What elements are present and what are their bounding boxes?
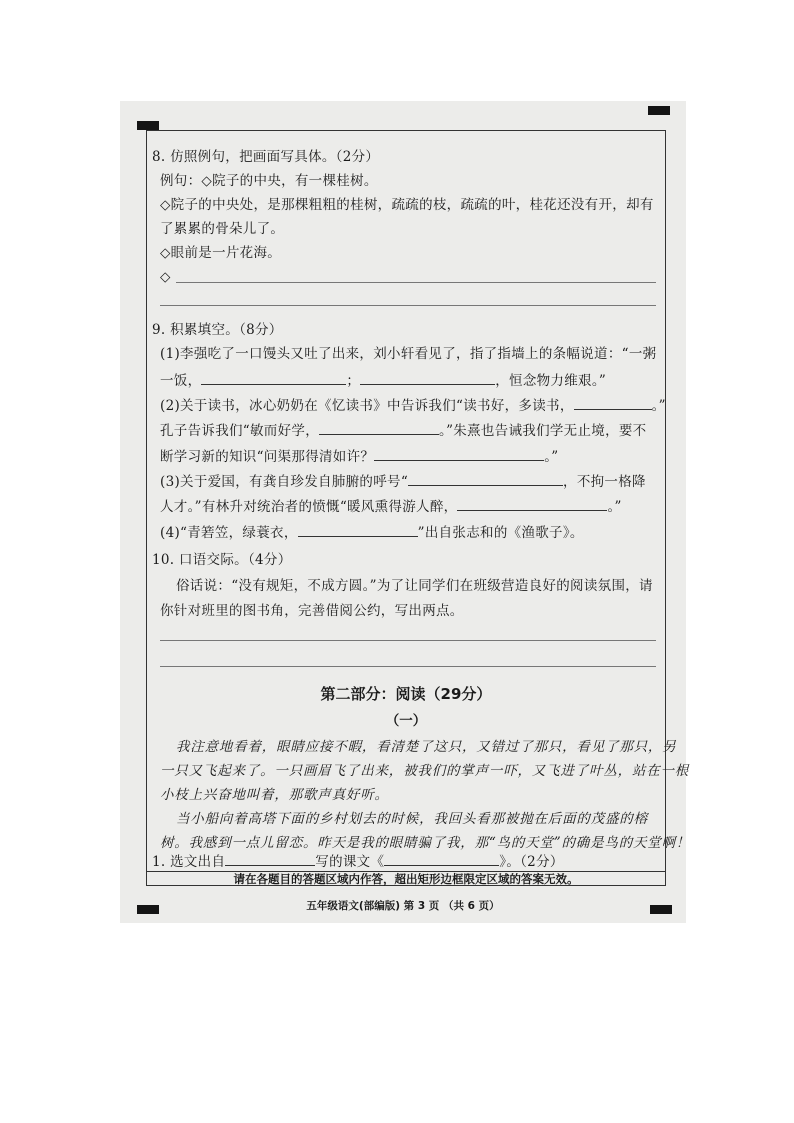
q9-part2-line3 xyxy=(160,446,558,467)
part2-title: 第二部分：阅读（29分） xyxy=(320,685,492,703)
q9-part4-text-b: ”出自张志和的《渔歌子》。 xyxy=(417,525,584,541)
reading-q1-text-a: 1. 选文出自 xyxy=(152,854,226,870)
reading-q1 xyxy=(152,851,564,872)
q9-part3-text-a: (3)关于爱国，有龚自珍发自肺腑的呼号“ xyxy=(160,474,409,490)
q9-part1-line1: (1)李强吃了一口馒头又吐了出来，刘小轩看见了，指了指墙上的条幅说道：“一粥 xyxy=(160,346,657,362)
q10-line1: 俗话说：“没有规矩，不成方圆。”为了让同学们在班级营造良好的阅读氛围，请 xyxy=(176,578,653,594)
reading-q1-title-blank[interactable] xyxy=(384,851,499,866)
q9-part2-line2 xyxy=(160,420,646,441)
q9-part1-text-a: 一饭， xyxy=(160,373,202,389)
reading-q1-author-blank[interactable] xyxy=(225,851,315,866)
passage-line-3: 小枝上兴奋地叫着，那歌声真好听。 xyxy=(160,787,389,803)
page-footer: 五年级语文(部编版) 第 3 页 （共 6 页） xyxy=(306,900,500,912)
q9-part3-text-d: 。” xyxy=(607,499,622,515)
q9-part2-line1 xyxy=(160,395,666,416)
q9-part2-text-b: 。” xyxy=(651,398,666,414)
q9-blank-4[interactable] xyxy=(319,420,439,435)
q9-part1-text-c: ，恒念物力维艰。” xyxy=(495,373,607,389)
q9-part3-line1 xyxy=(160,471,646,492)
q9-blank-5[interactable] xyxy=(374,446,544,461)
passage-line-4: 当小船向着高塔下面的乡村划去的时候，我回头看那被抛在后面的茂盛的榕 xyxy=(176,811,648,827)
q9-part1-line2 xyxy=(160,370,606,391)
q9-part2-text-a: (2)关于读书，冰心奶奶在《忆读书》中告诉我们“读书好，多读书， xyxy=(160,398,574,414)
registration-mark-top-left xyxy=(137,121,159,130)
q10-title: 10. 口语交际。（4分） xyxy=(152,552,292,568)
answer-area-notice: 请在各题目的答题区域内作答，超出矩形边框限定区域的答案无效。 xyxy=(146,871,666,887)
registration-mark-top-right xyxy=(648,106,670,115)
reading-q1-text-c: 》。（2分） xyxy=(499,854,564,870)
q9-part2-text-e: 断学习新的知识“问渠那得清如许？ xyxy=(160,449,375,465)
q8-answer-marker: ◇ xyxy=(160,269,171,285)
q8-title: 8. 仿照例句，把画面写具体。（2分） xyxy=(152,149,380,165)
q9-part2-text-c: 孔子告诉我们“敏而好学， xyxy=(160,423,320,439)
q9-part3-line2 xyxy=(160,496,622,517)
q9-blank-1[interactable] xyxy=(201,370,346,385)
q9-part2-text-f: 。” xyxy=(544,449,559,465)
q10-line2: 你针对班里的图书角，完善借阅公约，写出两点。 xyxy=(160,603,464,619)
q9-part1-text-b: ； xyxy=(346,373,361,389)
q9-blank-3[interactable] xyxy=(574,395,652,410)
q9-blank-6[interactable] xyxy=(408,471,563,486)
q8-answer-line-2[interactable] xyxy=(160,305,656,306)
q9-blank-2[interactable] xyxy=(360,370,495,385)
passage-line-5: 树。我感到一点儿留恋。昨天是我的眼睛骗了我，那“鸟的天堂”的确是鸟的天堂啊！ xyxy=(160,835,691,851)
q9-blank-7[interactable] xyxy=(457,496,607,511)
q8-example-answer-2: 了累累的骨朵儿了。 xyxy=(160,221,285,237)
q9-part3-text-c: 人才。”有林升对统治者的愤慨“暖风熏得游人醉， xyxy=(160,499,458,515)
q9-title: 9. 积累填空。（8分） xyxy=(152,322,283,338)
reading-q1-text-b: 写的课文《 xyxy=(315,854,385,870)
q8-example-answer-1: ◇院子的中央处，是那棵粗粗的桂树，疏疏的枝，疏疏的叶，桂花还没有开，却有 xyxy=(160,197,654,213)
reading-section-title: （一） xyxy=(385,713,427,729)
q8-answer-line-1[interactable] xyxy=(176,282,656,283)
passage-line-1: 我注意地看着，眼睛应接不暇，看清楚了这只，又错过了那只，看见了那只，另 xyxy=(176,739,677,755)
passage-line-2: 一只又飞起来了。一只画眉飞了出来，被我们的掌声一吓，又飞进了叶丛，站在一根 xyxy=(160,763,690,779)
q8-prompt: ◇眼前是一片花海。 xyxy=(160,245,282,261)
q10-answer-line-1[interactable] xyxy=(160,640,656,641)
q10-answer-line-2[interactable] xyxy=(160,666,656,667)
q9-part2-text-d: 。”朱熹也告诫我们学无止境，要不 xyxy=(439,423,647,439)
q9-blank-8[interactable] xyxy=(298,522,418,537)
q8-example: 例句：◇院子的中央，有一棵桂树。 xyxy=(160,173,378,189)
q9-part4-line xyxy=(160,522,584,543)
q9-part3-text-b: ，不拘一格降 xyxy=(563,474,646,490)
q9-part4-text-a: (4)“青箬笠，绿蓑衣， xyxy=(160,525,298,541)
